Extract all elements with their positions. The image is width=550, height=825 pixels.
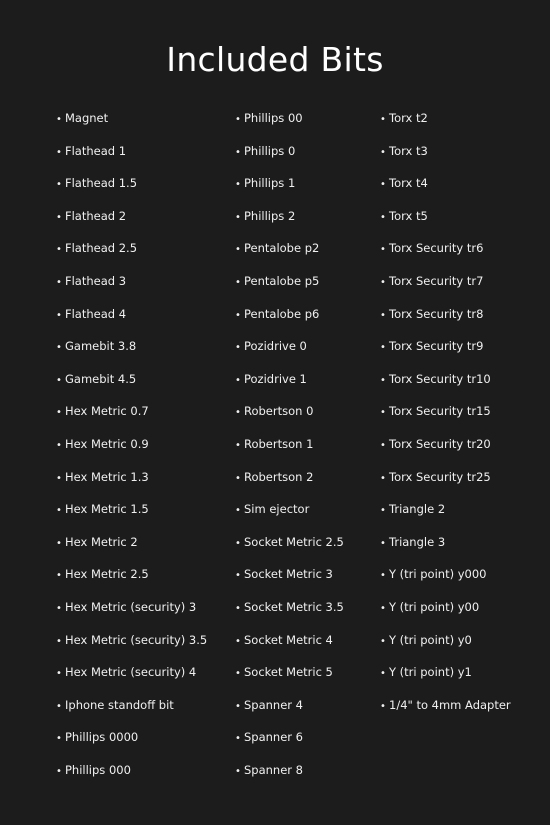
- list-item: [235, 467, 344, 500]
- bit-name: Torx Security tr8: [389, 306, 484, 321]
- bullet-icon: •: [235, 668, 241, 680]
- list-item: [56, 727, 207, 760]
- bullet-icon: •: [380, 472, 386, 484]
- bit-name: Torx Security tr6: [389, 241, 484, 256]
- bit-name: Magnet: [65, 111, 109, 125]
- bullet-icon: •: [380, 668, 386, 680]
- bullet-icon: •: [56, 472, 62, 484]
- bullet-icon: •: [56, 244, 62, 256]
- list-item: [235, 141, 344, 174]
- bit-name: Hex Metric 2: [65, 534, 138, 549]
- bit-name: Robertson 1: [244, 436, 314, 451]
- list-item: [380, 630, 511, 663]
- bullet-icon: •: [235, 342, 241, 354]
- list-item: [235, 597, 344, 630]
- bit-name: Flathead 1.5: [65, 176, 138, 191]
- bit-name: Y (tri point) y00: [389, 599, 480, 614]
- bit-name: Iphone standoff bit: [65, 697, 174, 712]
- bit-name: Torx t5: [389, 208, 428, 223]
- bullet-icon: •: [235, 602, 241, 614]
- list-item: [235, 434, 344, 467]
- bullet-icon: •: [235, 179, 241, 191]
- bit-name: Robertson 2: [244, 469, 314, 484]
- bullet-icon: •: [235, 505, 241, 517]
- bit-list-column-1: [56, 108, 207, 792]
- bullet-icon: •: [380, 342, 386, 354]
- bullet-icon: •: [235, 211, 241, 223]
- bit-name: Torx t4: [389, 176, 428, 191]
- list-item: [56, 760, 207, 793]
- list-item: [56, 336, 207, 369]
- bit-name: Torx t3: [389, 143, 428, 158]
- bit-name: Phillips 1: [244, 176, 296, 191]
- list-item: [235, 336, 344, 369]
- list-item: [235, 401, 344, 434]
- bullet-icon: •: [56, 276, 62, 288]
- bullet-icon: •: [235, 244, 241, 256]
- list-item: [56, 695, 207, 728]
- list-item: [56, 630, 207, 663]
- bit-name: Torx Security tr10: [389, 371, 491, 386]
- bit-name: Triangle 3: [389, 534, 446, 549]
- list-item: [380, 695, 511, 728]
- list-item: [235, 630, 344, 663]
- bit-name: Y (tri point) y0: [389, 632, 472, 647]
- list-item: [235, 271, 344, 304]
- bit-name: Hex Metric (security) 3.5: [65, 632, 208, 647]
- bullet-icon: •: [380, 374, 386, 386]
- bullet-icon: •: [235, 537, 241, 549]
- list-item: [380, 597, 511, 630]
- bit-name: Pentalobe p2: [244, 241, 320, 256]
- list-item: [56, 499, 207, 532]
- list-item: [56, 662, 207, 695]
- list-item: [380, 662, 511, 695]
- bit-name: Pozidrive 0: [244, 339, 307, 354]
- bullet-icon: •: [56, 211, 62, 223]
- bullet-icon: •: [56, 309, 62, 321]
- bit-name: Flathead 2.5: [65, 241, 138, 256]
- bit-name: Torx Security tr7: [389, 273, 484, 288]
- bullet-icon: •: [235, 407, 241, 419]
- bit-name: Gamebit 4.5: [65, 371, 137, 386]
- bit-name: Phillips 0000: [65, 730, 139, 745]
- bit-name: Pozidrive 1: [244, 371, 307, 386]
- bullet-icon: •: [56, 733, 62, 745]
- bullet-icon: •: [380, 635, 386, 647]
- bit-name: Triangle 2: [389, 502, 446, 517]
- bullet-icon: •: [380, 570, 386, 582]
- list-item: [235, 532, 344, 565]
- list-item: [235, 304, 344, 337]
- list-item: [56, 401, 207, 434]
- bit-name: Phillips 0: [244, 143, 296, 158]
- bullet-icon: •: [380, 211, 386, 223]
- bit-name: Hex Metric 1.3: [65, 469, 149, 484]
- list-item: [380, 271, 511, 304]
- list-item: [56, 532, 207, 565]
- page-title: Included Bits: [166, 40, 384, 79]
- bullet-icon: •: [380, 505, 386, 517]
- bit-name: Socket Metric 3.5: [244, 599, 344, 614]
- bit-name: Hex Metric 2.5: [65, 567, 149, 582]
- bit-name: Robertson 0: [244, 404, 314, 419]
- bit-name: Flathead 3: [65, 273, 127, 288]
- bit-name: Sim ejector: [244, 502, 310, 517]
- bullet-icon: •: [235, 635, 241, 647]
- bit-name: Phillips 00: [244, 111, 303, 125]
- bullet-icon: •: [56, 342, 62, 354]
- bullet-icon: •: [380, 276, 386, 288]
- bullet-icon: •: [235, 276, 241, 288]
- list-item: [235, 695, 344, 728]
- list-item: [235, 564, 344, 597]
- bit-name: Flathead 4: [65, 306, 127, 321]
- bullet-icon: •: [56, 407, 62, 419]
- bit-name: 1/4" to 4mm Adapter: [389, 697, 511, 712]
- list-item: [235, 662, 344, 695]
- bullet-icon: •: [380, 179, 386, 191]
- bit-name: Socket Metric 5: [244, 665, 333, 680]
- list-item: [235, 727, 344, 760]
- bit-list-column-3: [380, 108, 511, 727]
- bullet-icon: •: [235, 700, 241, 712]
- bit-name: Torx Security tr9: [389, 339, 484, 354]
- bullet-icon: •: [380, 114, 386, 125]
- list-item: [235, 499, 344, 532]
- bit-name: Hex Metric (security) 4: [65, 665, 197, 680]
- bit-name: Hex Metric 0.9: [65, 436, 149, 451]
- bullet-icon: •: [235, 439, 241, 451]
- list-item: [56, 206, 207, 239]
- bit-name: Torx Security tr25: [389, 469, 491, 484]
- list-item: [235, 369, 344, 402]
- bit-name: Y (tri point) y000: [389, 567, 487, 582]
- bit-name: Spanner 8: [244, 762, 303, 777]
- list-item: [235, 206, 344, 239]
- bullet-icon: •: [56, 505, 62, 517]
- bit-name: Socket Metric 3: [244, 567, 333, 582]
- bit-name: Phillips 2: [244, 208, 296, 223]
- list-item: [380, 173, 511, 206]
- bullet-icon: •: [380, 537, 386, 549]
- bullet-icon: •: [56, 765, 62, 777]
- bit-name: Socket Metric 4: [244, 632, 333, 647]
- bullet-icon: •: [56, 635, 62, 647]
- bit-name: Flathead 1: [65, 143, 127, 158]
- list-item: [380, 467, 511, 500]
- bullet-icon: •: [56, 146, 62, 158]
- list-item: [380, 532, 511, 565]
- bit-name: Pentalobe p6: [244, 306, 320, 321]
- bit-name: Flathead 2: [65, 208, 127, 223]
- bullet-icon: •: [235, 472, 241, 484]
- list-item: [235, 760, 344, 793]
- bit-name: Torx t2: [389, 111, 428, 125]
- bullet-icon: •: [56, 602, 62, 614]
- list-item: [380, 141, 511, 174]
- bit-name: Spanner 6: [244, 730, 303, 745]
- list-item: [235, 173, 344, 206]
- bit-name: Phillips 000: [65, 762, 131, 777]
- list-item: [56, 597, 207, 630]
- bullet-icon: •: [380, 602, 386, 614]
- list-item: [235, 108, 344, 141]
- bullet-icon: •: [235, 309, 241, 321]
- bullet-icon: •: [56, 668, 62, 680]
- bit-name: Pentalobe p5: [244, 273, 320, 288]
- bullet-icon: •: [235, 733, 241, 745]
- bullet-icon: •: [380, 244, 386, 256]
- bullet-icon: •: [56, 537, 62, 549]
- list-item: [56, 271, 207, 304]
- list-item: [380, 336, 511, 369]
- list-item: [380, 206, 511, 239]
- bit-name: Socket Metric 2.5: [244, 534, 344, 549]
- bit-name: Spanner 4: [244, 697, 303, 712]
- bullet-icon: •: [56, 439, 62, 451]
- list-item: [56, 141, 207, 174]
- bullet-icon: •: [380, 407, 386, 419]
- list-item: [56, 564, 207, 597]
- bit-name: Hex Metric 0.7: [65, 404, 149, 419]
- bullet-icon: •: [235, 114, 241, 125]
- bullet-icon: •: [56, 570, 62, 582]
- bullet-icon: •: [235, 765, 241, 777]
- bit-name: Hex Metric 1.5: [65, 502, 149, 517]
- bullet-icon: •: [235, 374, 241, 386]
- bullet-icon: •: [56, 179, 62, 191]
- bullet-icon: •: [380, 309, 386, 321]
- list-item: [56, 108, 207, 141]
- bullet-icon: •: [235, 570, 241, 582]
- bullet-icon: •: [380, 146, 386, 158]
- bullet-icon: •: [56, 114, 62, 125]
- list-item: [56, 238, 207, 271]
- list-item: [380, 401, 511, 434]
- bullet-icon: •: [380, 439, 386, 451]
- list-item: [56, 369, 207, 402]
- bullet-icon: •: [235, 146, 241, 158]
- list-item: [56, 467, 207, 500]
- list-item: [380, 499, 511, 532]
- bullet-icon: •: [56, 374, 62, 386]
- bullet-icon: •: [56, 700, 62, 712]
- bit-name: Torx Security tr20: [389, 436, 491, 451]
- bit-list-column-2: [235, 108, 344, 792]
- bit-name: Gamebit 3.8: [65, 339, 137, 354]
- list-item: [380, 238, 511, 271]
- list-item: [380, 369, 511, 402]
- list-item: [380, 304, 511, 337]
- bullet-icon: •: [380, 700, 386, 712]
- list-item: [380, 564, 511, 597]
- bit-name: Y (tri point) y1: [389, 665, 472, 680]
- list-item: [56, 304, 207, 337]
- list-item: [56, 173, 207, 206]
- list-item: [235, 238, 344, 271]
- bit-name: Hex Metric (security) 3: [65, 599, 197, 614]
- list-item: [380, 434, 511, 467]
- list-item: [56, 434, 207, 467]
- bit-name: Torx Security tr15: [389, 404, 491, 419]
- list-item: [380, 108, 511, 141]
